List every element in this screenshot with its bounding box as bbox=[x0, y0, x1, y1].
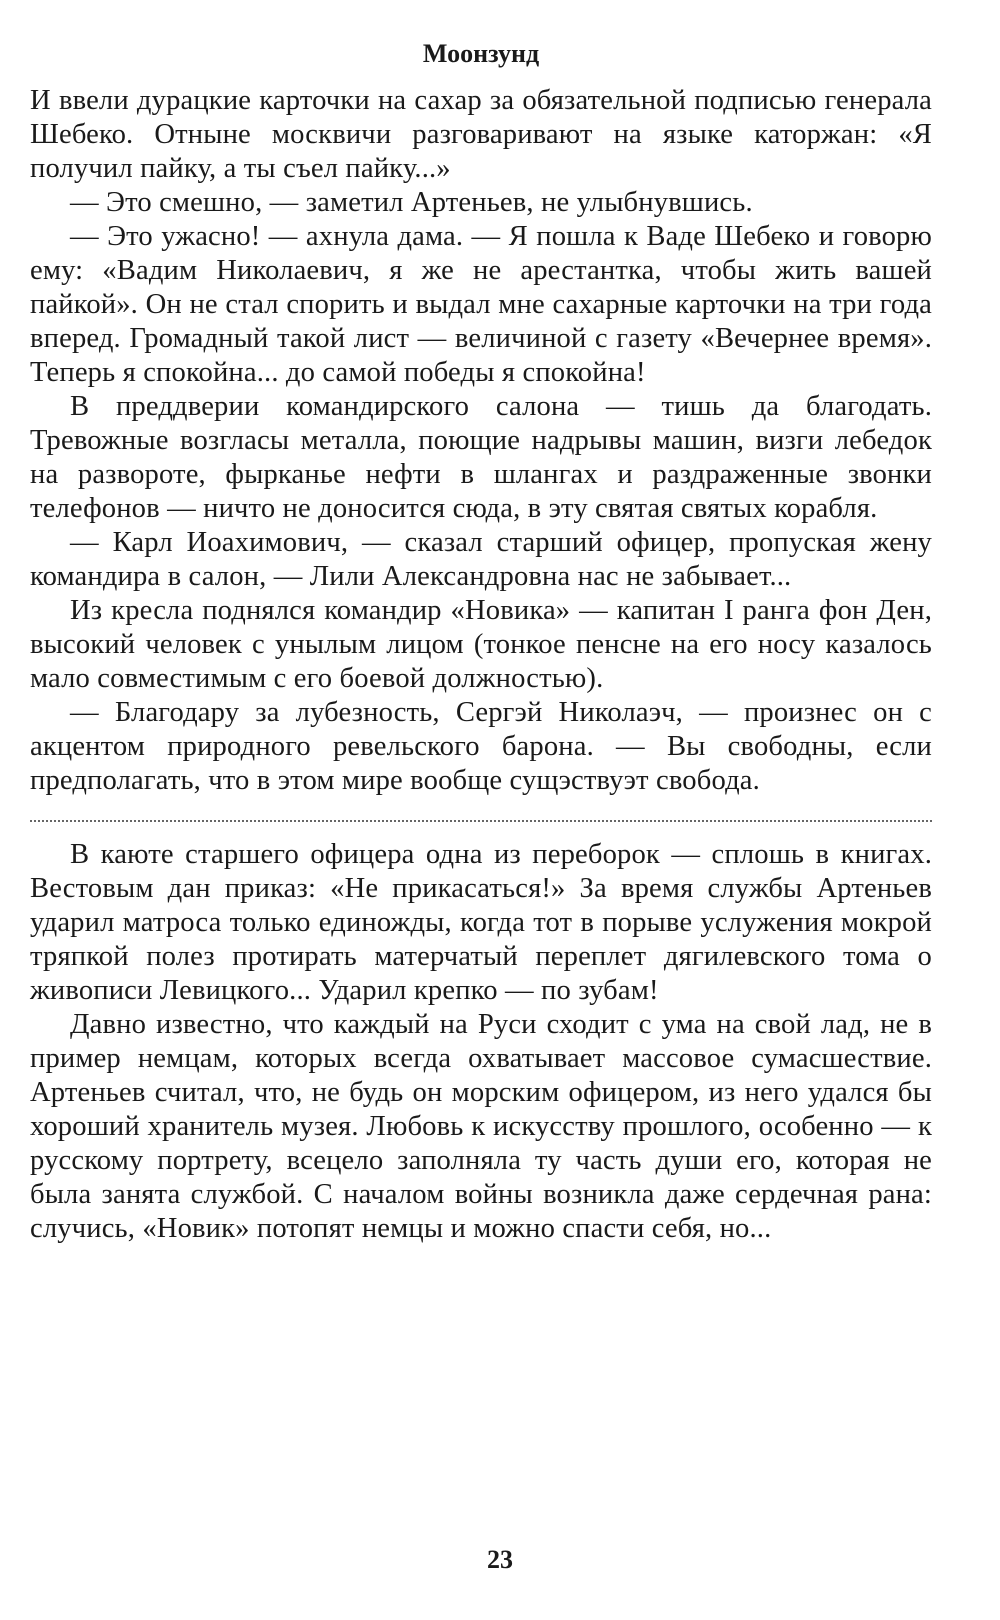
paragraph: — Благодару за лубезность, Сергэй Николаэч, — произнес он с акцентом природного ревельского барона. — Вы свободны, если предполагать, что в этом мире вообще сущэствуэт свобода. bbox=[30, 697, 932, 796]
paragraph: — Карл Иоахимович, — сказал старший офицер, пропуская жену командира в салон, — Лили Александровна нас не забывает... bbox=[30, 527, 932, 592]
running-title: Моонзунд bbox=[422, 39, 540, 68]
book-page bbox=[30, 38, 932, 1246]
section-divider bbox=[30, 820, 932, 822]
text-section-2 bbox=[30, 838, 932, 1246]
paragraph: И ввели дурацкие карточки на сахар за обязательной подписью генерала Шебеко. Отныне москвичи разговаривают на языке каторжан: «Я получил пайку, а ты съел пайку...» bbox=[30, 85, 932, 184]
paragraph: В преддверии командирского салона — тишь да благодать. Тревожные возгласы металла, поющие надрывы машин, визги лебедок на развороте, фырканье нефти в шлангах и раздраженные звонки телефонов — ничто не доносится сюда, в эту святая святых корабля. bbox=[30, 391, 932, 524]
text-section-1 bbox=[30, 84, 932, 798]
paragraph: — Это смешно, — заметил Артеньев, не улыбнувшись. bbox=[70, 187, 753, 218]
paragraph: В каюте старшего офицера одна из переборок — сплошь в книгах. Вестовым дан приказ: «Не прикасаться!» За время службы Артеньев ударил матроса только единожды, когда тот в порыве услужения мокрой тряпкой полез протирать матерчатый переплет дягилевского тома о живописи Левицкого... Ударил крепко — по зубам! bbox=[30, 839, 932, 1006]
paragraph: Давно известно, что каждый на Руси сходит с ума на свой лад, не в пример немцам, которых всегда охватывает массовое сумасшествие. Артеньев считал, что, не будь он морским офицером, из него удался бы хороший хранитель музея. Любовь к искусству прошлого, особенно — к русскому портрету, всецело заполняла ту часть души его, которая не была занята службой. С началом войны возникла даже сердечная рана: случись, «Новик» потопят немцы и можно спасти себя, но... bbox=[30, 1009, 932, 1244]
paragraph: Из кресла поднялся командир «Новика» — капитан I ранга фон Ден, высокий человек с унылым лицом (тонкое пенсне на его носу казалось мало совместимым с его боевой должностью). bbox=[30, 595, 932, 694]
page-number: 23 bbox=[487, 1545, 513, 1574]
paragraph: — Это ужасно! — ахнула дама. — Я пошла к Ваде Шебеко и говорю ему: «Вадим Николаевич, я же не арестантка, чтобы жить вашей пайкой». Он не стал спорить и выдал мне сахарные карточки на три года вперед. Громадный такой лист — величиной с газету «Вечернее время». Теперь я спокойна... до самой победы я спокойна! bbox=[30, 221, 932, 388]
